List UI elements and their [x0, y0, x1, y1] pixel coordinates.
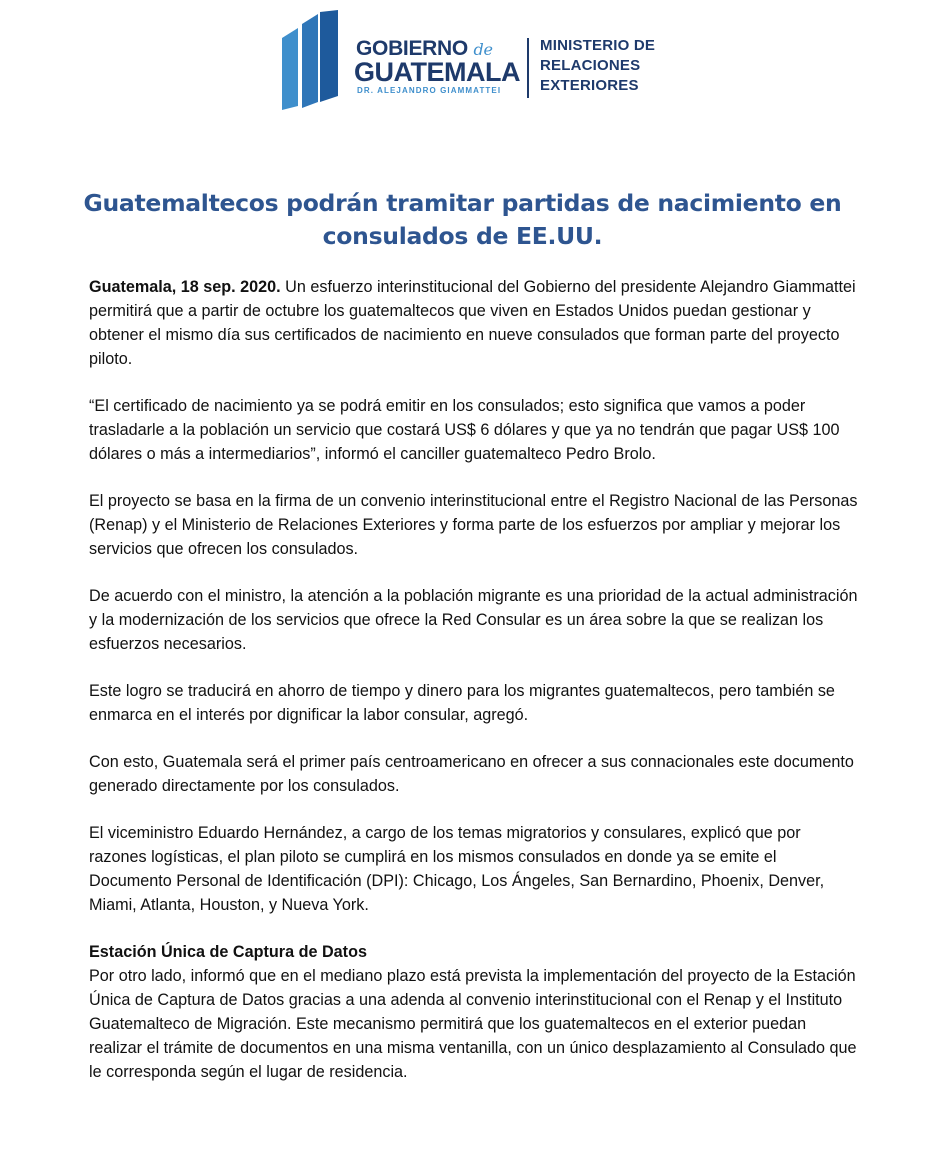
letterhead — [0, 0, 925, 130]
press-release-body — [89, 275, 859, 1107]
paragraph: El proyecto se basa en la firma de un convenio interinstitucional entre el Registro Nacional de las Personas (Renap) y el Ministerio de Relaciones Exteriores y forma parte de los esfuerzos por ampliar y mejorar los servicios que ofrecen los consulados. — [89, 492, 858, 558]
ministry-line: EXTERIORES — [540, 77, 639, 94]
logo-divider — [527, 38, 529, 98]
section-text: Por otro lado, informó que en el mediano plazo está prevista la implementación del proyecto de la Estación Única de Captura de Datos gracias a una adenda al convenio interinstitucional con el Renap y el Instituto Guatemalteco de Migración. Este mecanismo permitirá que los guatemaltecos en el exterior puedan realizar el trámite de documentos en una misma ventanilla, con un único desplazamiento al Consulado que le corresponda según el lugar de residencia. — [89, 967, 857, 1081]
paragraph: “El certificado de nacimiento ya se podrá emitir en los consulados; esto significa que vamos a poder trasladarle a la población un servicio que costará US$ 6 dólares y que ya no tendrán que pagar US$ 100 dólares o más a intermediarios”, informó el canciller guatemalteco Pedro Brolo. — [89, 397, 840, 463]
government-logo-icon — [280, 10, 340, 110]
paragraph: Con esto, Guatemala será el primer país centroamericano en ofrecer a sus connacionales este documento generado directamente por los consulados. — [89, 753, 854, 795]
logo-president-text: DR. ALEJANDRO GIAMMATTEI — [357, 86, 502, 95]
press-release-title: Guatemaltecos podrán tramitar partidas de nacimiento en consulados de EE.UU. — [83, 189, 842, 250]
paragraph: El viceministro Eduardo Hernández, a cargo de los temas migratorios y consulares, explicó que por razones logísticas, el plan piloto se cumplirá en los mismos consulados en donde ya se emite el Documento Personal de Identificación (DPI): Chicago, Los Ángeles, San Bernardino, Phoenix, Denver, Miami, Atlanta, Houston, y Nueva York. — [89, 824, 825, 914]
logo-guatemala-text: GUATEMALA — [354, 57, 520, 87]
dateline: Guatemala, 18 sep. 2020. — [89, 278, 281, 296]
paragraph: De acuerdo con el ministro, la atención a la población migrante es una prioridad de la actual administración y la modernización de los servicios que ofrece la Red Consular es un área sobre la que se realizan los esfuerzos necesarios. — [89, 587, 858, 653]
paragraph-lead: Guatemala, 18 sep. 2020. Un esfuerzo interinstitucional del Gobierno del presidente Alejandro Giammattei permitirá que a partir de octubre los guatemaltecos que viven en Estados Unidos puedan gestionar y obtener el mismo día sus certificados de nacimiento en nueve consulados que forman parte del proyecto piloto. — [89, 278, 856, 368]
ministry-name — [540, 36, 655, 96]
ministry-line: RELACIONES — [540, 57, 641, 74]
section-heading: Estación Única de Captura de Datos — [89, 943, 367, 961]
ministry-line: MINISTERIO DE — [540, 37, 656, 54]
logo-gobierno-text: GOBIERNO de — [356, 37, 493, 60]
section — [89, 940, 859, 1084]
paragraph: Este logro se traducirá en ahorro de tiempo y dinero para los migrantes guatemaltecos, pero también se enmarca en el interés por dignificar la labor consular, agregó. — [89, 682, 835, 724]
